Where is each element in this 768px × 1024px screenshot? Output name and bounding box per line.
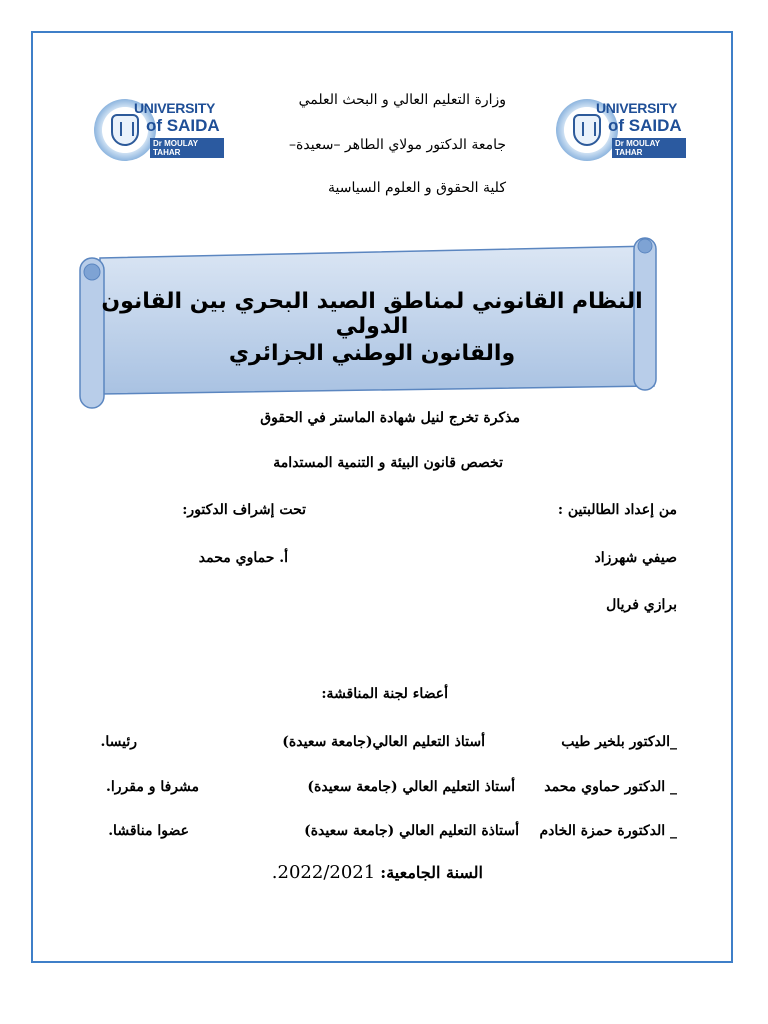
title-scroll-banner [78,236,662,411]
logo-text-moulay-tahar: Dr MOULAY TAHAR [150,138,224,158]
thesis-title-line-2: والقانون الوطني الجزائري [228,341,516,366]
student-name-2: برازي فريال [606,597,677,613]
students-label: من إعداد الطالبتين : [557,502,677,518]
committee-member-role: مشرفا و مقررا. [105,779,199,795]
university-logo-right [554,96,686,166]
faculty-name: كلية الحقوق و العلوم السياسية [327,180,506,196]
academic-year-value: 2022/2021. [271,862,376,883]
supervisor-label: تحت إشراف الدكتور: [182,502,306,518]
committee-member-rank: أستاذة التعليم العالي (جامعة سعيدة) [304,823,519,839]
committee-heading: أعضاء لجنة المناقشة: [321,686,448,702]
ministry-name: وزارة التعليم العالي و البحث العلمي [298,92,506,108]
supervisor-name: أ. حماوي محمد [198,550,288,566]
committee-member-role: عضوا مناقشا. [108,823,189,839]
university-logo-left [92,96,224,166]
academic-year [272,862,483,883]
degree-statement: مذكرة تخرج لنيل شهادة الماستر في الحقوق [260,410,520,426]
specialty: تخصص قانون البيئة و التنمية المستدامة [273,455,503,471]
logo-text-university: UNIVERSITY [596,100,678,116]
committee-member-name: _الدكتور بلخير طيب [561,734,677,750]
logo-text-moulay-tahar: Dr MOULAY TAHAR [612,138,686,158]
logo-text-saida: of SAIDA [146,116,220,135]
committee-member-name: _ الدكتورة حمزة الخادم [539,823,677,839]
academic-year-label: السنة الجامعية: [380,863,483,882]
committee-member-role: رئيسا. [100,734,137,750]
logo-text-saida: of SAIDA [608,116,682,135]
committee-member-name: _ الدكتور حماوي محمد [544,779,677,795]
committee-member-rank: أستاذ التعليم العالي (جامعة سعيدة) [307,779,515,795]
thesis-title-line-1: النظام القانوني لمناطق الصيد البحري بين القانون الدولي [101,289,643,339]
university-name: جامعة الدكتور مولاي الطاهر –سعيدة– [289,137,506,153]
student-name-1: صيفي شهرزاد [594,550,677,566]
committee-member-rank: أستاذ التعليم العالي(جامعة سعيدة) [282,734,485,750]
logo-text-university: UNIVERSITY [134,100,216,116]
